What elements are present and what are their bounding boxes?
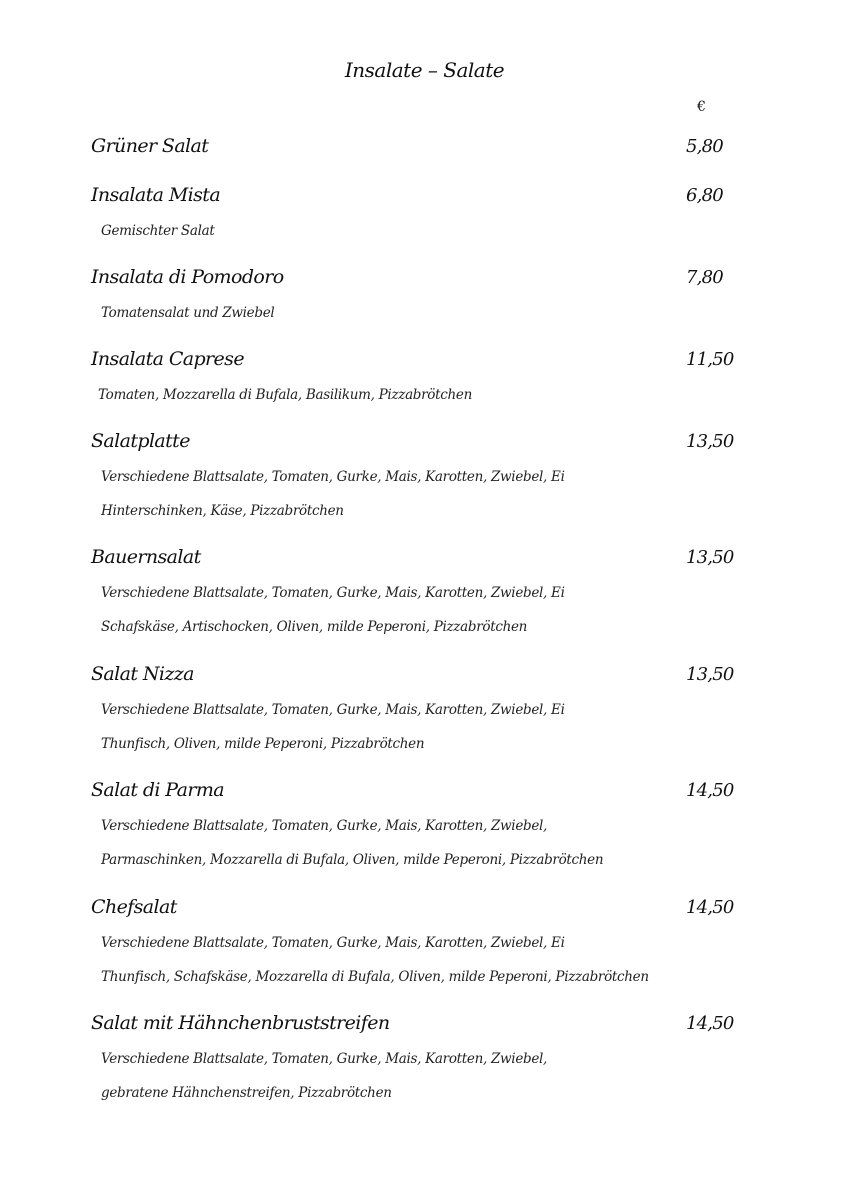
currency-symbol: € [697,99,706,115]
item-description: Schafskäse, Artischocken, Oliven, milde Peperoni, Pizzabrötchen [101,619,528,635]
item-name: Insalata Mista [91,184,221,206]
item-description: Verschiedene Blattsalate, Tomaten, Gurke, Mais, Karotten, Zwiebel, Ei [101,935,565,951]
item-name: Grüner Salat [91,135,209,157]
item-description: Verschiedene Blattsalate, Tomaten, Gurke, Mais, Karotten, Zwiebel, [101,1051,548,1067]
item-description: Verschiedene Blattsalate, Tomaten, Gurke, Mais, Karotten, Zwiebel, Ei [101,702,565,718]
item-description: Verschiedene Blattsalate, Tomaten, Gurke, Mais, Karotten, Zwiebel, Ei [101,469,565,485]
item-name: Salat mit Hähnchenbruststreifen [91,1012,390,1034]
item-description: Tomatensalat und Zwiebel [101,305,275,321]
item-name: Bauernsalat [91,546,201,568]
item-name: Salat di Parma [91,779,224,801]
item-name: Salatplatte [91,430,190,452]
item-price: 5,80 [686,136,723,157]
item-price: 14,50 [686,1013,734,1034]
item-description: Thunfisch, Oliven, milde Peperoni, Pizzabrötchen [101,736,425,752]
item-name: Chefsalat [91,896,177,918]
item-description: Tomaten, Mozzarella di Bufala, Basilikum, Pizzabrötchen [98,387,472,403]
item-price: 7,80 [686,267,723,288]
item-price: 13,50 [686,664,734,685]
item-price: 14,50 [686,897,734,918]
item-price: 14,50 [686,780,734,801]
item-price: 6,80 [686,185,723,206]
item-name: Insalata Caprese [91,348,244,370]
item-name: Insalata di Pomodoro [91,266,284,288]
item-description: gebratene Hähnchenstreifen, Pizzabrötchen [101,1085,392,1101]
item-name: Salat Nizza [91,663,194,685]
item-description: Verschiedene Blattsalate, Tomaten, Gurke, Mais, Karotten, Zwiebel, [101,818,548,834]
page-title: Insalate – Salate [344,58,505,82]
item-description: Hinterschinken, Käse, Pizzabrötchen [101,503,344,519]
item-price: 13,50 [686,431,734,452]
item-description: Verschiedene Blattsalate, Tomaten, Gurke, Mais, Karotten, Zwiebel, Ei [101,585,565,601]
item-description: Parmaschinken, Mozzarella di Bufala, Oliven, milde Peperoni, Pizzabrötchen [101,852,604,868]
item-description: Gemischter Salat [101,223,215,239]
item-description: Thunfisch, Schafskäse, Mozzarella di Bufala, Oliven, milde Peperoni, Pizzabrötchen [101,969,649,985]
item-price: 11,50 [686,349,734,370]
item-price: 13,50 [686,547,734,568]
